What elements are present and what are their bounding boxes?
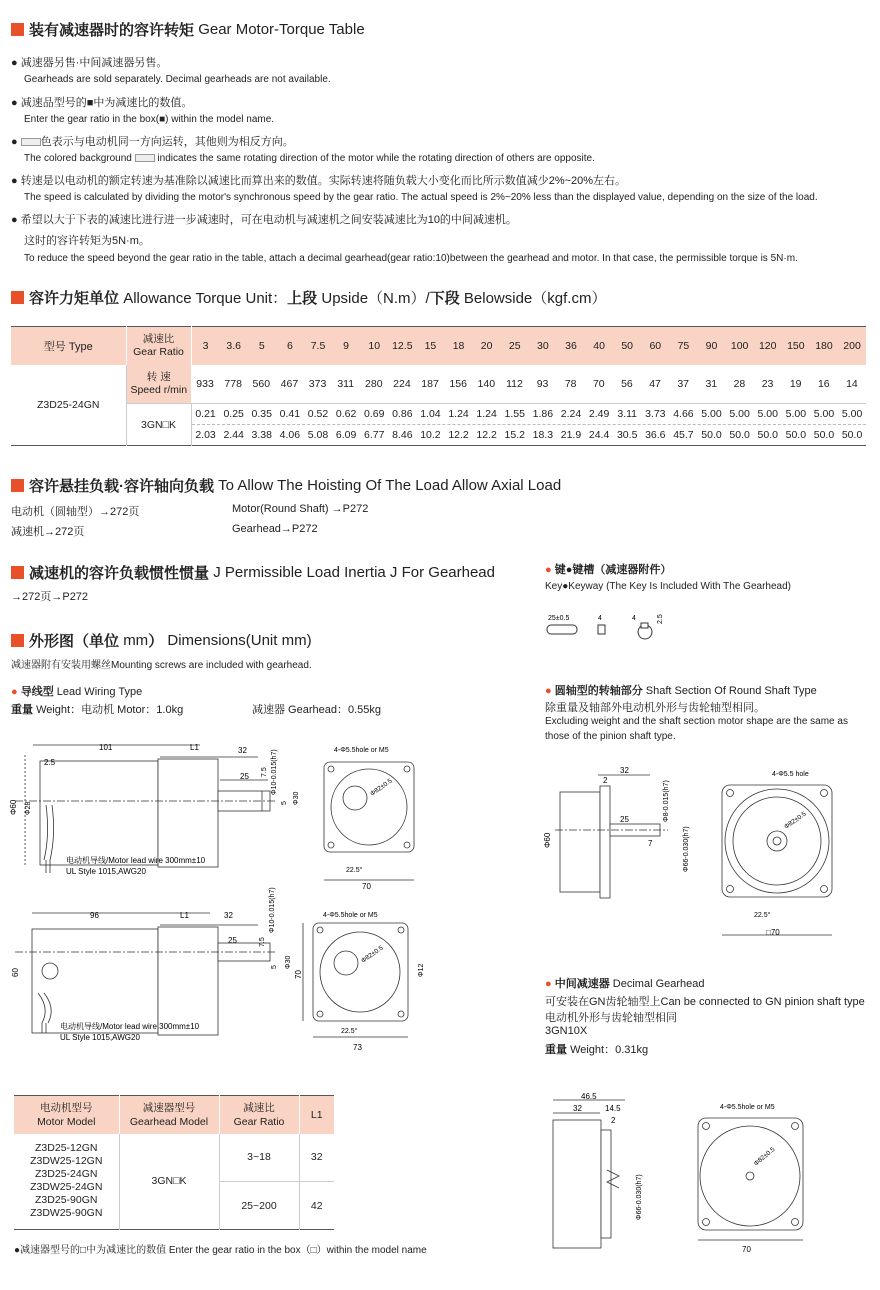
gear-ratio-value: 15 [424, 340, 437, 352]
wire-label: 电动机导线/Motor lead wire 300mm±10 [66, 856, 206, 865]
decimal-weight: 重量 Weight：0.31kg [545, 1044, 649, 1056]
torque-lower-value: 50.0 [785, 429, 807, 441]
gear-ratio-value: 60 [649, 340, 662, 352]
decimal-front-drawing [690, 1098, 815, 1258]
torque-lower-value: 5.08 [307, 429, 329, 441]
type-header: 型号 Type [11, 327, 126, 366]
torque-lower-value: 50.0 [813, 429, 835, 441]
torque-lower-value: 50.0 [729, 429, 750, 441]
round-desc-cn: 除重量及轴部外电动机外形与齿轮轴型相同。 [545, 702, 765, 714]
model-table [14, 1095, 334, 1230]
speed-value: 19 [789, 378, 802, 390]
torque-lower-value: 15.2 [504, 429, 525, 441]
ratio-header: 减速比 Gear Ratio [126, 327, 191, 366]
torque-upper-value: 3.73 [645, 408, 666, 420]
dim-32: 32 [224, 911, 233, 920]
dim-phi66: Φ66-0.030(h7) [636, 1174, 643, 1220]
dim-5: 5 [271, 965, 278, 969]
speed-value: 37 [677, 378, 690, 390]
key-dim-width: 4 [598, 615, 602, 622]
gear-ratio-value: 36 [565, 340, 577, 352]
round-shaft-title: ● 圆轴型的转轴部分 Shaft Section Of Round Shaft Type [545, 685, 817, 697]
key-drawing [540, 600, 680, 650]
angle-label: 22.5° [346, 867, 363, 874]
keyway-slot [641, 623, 648, 628]
model-table-header: 电动机型号 Motor Model 减速器型号 Gearhead Model 减速比 Gear Ratio L1 [14, 1096, 334, 1134]
torque-lower-value: 21.9 [560, 429, 582, 441]
key-title-en: Key●Keyway (The Key Is Included With The Gearhead) [545, 581, 791, 592]
keyway-dim-depth: 2.5 [657, 614, 664, 624]
model-list [14, 1134, 119, 1230]
decimal-desc-1: 可安装在GN齿轮轴型上Can be connected to GN pinion shaft type [545, 996, 865, 1008]
dim-phi60: Φ60 [9, 799, 18, 815]
speed-row [11, 365, 866, 404]
section-title-dimensions: 外形图（单位 mm ） Dimensions(Unit mm) [11, 630, 312, 651]
section-title-gear-motor-torque: 装有减速器时的容许转矩 Gear Motor-Torque Table [11, 19, 365, 40]
dim-101: 101 [99, 743, 113, 752]
lead-wiring-side-drawing [10, 735, 305, 885]
speed-value: 23 [761, 378, 774, 390]
ref-motor-en: Motor(Round Shaft) →P272 [232, 503, 369, 515]
torque-lower-value: 30.5 [616, 429, 638, 441]
lead-gearhead-weight: 减速器 Gearhead：0.55kg [252, 704, 382, 716]
torque-upper-value: 5.00 [729, 408, 750, 420]
gear-ratio-value: 20 [480, 340, 493, 352]
torque-lower-value: 12.2 [448, 429, 469, 441]
speed-value: 112 [506, 378, 523, 390]
L1-value-1: 32 [299, 1134, 334, 1182]
dim-L1: L1 [180, 911, 189, 920]
inertia-ref: →272页→P272 [11, 591, 89, 603]
speed-value: 933 [196, 378, 214, 390]
dim-96: 96 [90, 911, 99, 920]
key-shape [547, 625, 577, 634]
dim-2: 2 [603, 776, 608, 785]
speed-value: 47 [649, 378, 661, 390]
speed-value: 560 [252, 378, 271, 390]
motor-model-item: Z3D25-12GN [35, 1142, 98, 1155]
ref-gearhead-en: Gearhead→P272 [232, 523, 318, 535]
speed-cells [191, 365, 866, 404]
torque-lower-value: 2.03 [195, 429, 216, 441]
L1-value-2: 42 [310, 1199, 323, 1212]
keyway-dim-width: 4 [632, 615, 636, 622]
dim-7-5: 7.5 [259, 937, 266, 947]
model-row-1 [14, 1134, 334, 1182]
gear-ratio-value: 180 [815, 340, 833, 352]
torque-upper-value: 1.24 [476, 408, 497, 420]
torque-upper-value: 0.21 [195, 408, 216, 420]
torque-upper-value: 0.25 [223, 408, 244, 420]
decimal-model: 3GN10X [545, 1025, 588, 1037]
motor-model-item: Z3D25-24GN [35, 1168, 98, 1181]
section-title-allowance-torque: 容许力矩单位 Allowance Torque Unit： 上段 Upside（N.m）/ 下段 Belowside（kgf.cm） [11, 287, 606, 308]
gear-ratio-value: 5 [258, 340, 265, 352]
speed-value: 778 [224, 378, 242, 390]
gear-cell: 3GN□K [126, 404, 191, 446]
dim-7: 7 [648, 839, 653, 848]
gear-ratio-value: 9 [343, 340, 350, 352]
torque-lower-value: 45.7 [673, 429, 694, 441]
dim-25: 25 [620, 815, 629, 824]
round-shaft-front-drawing [710, 765, 860, 940]
lead-weight: 重量 Weight：电动机 Motor：1.0kg [11, 704, 184, 716]
dim-phi60: Φ60 [543, 832, 552, 848]
torque-upper-value: 0.52 [307, 408, 329, 420]
wire-spec: UL Style 1015,AWG20 [66, 867, 146, 876]
gear-ratio-value: 18 [452, 340, 465, 352]
dim-25: 25 [240, 772, 249, 781]
torque-upper-value: 5.00 [813, 408, 835, 420]
bullet-3-en: The colored background indicates the same rotating direction of the motor while the rotating direction of others are opposite. [24, 153, 595, 164]
gear-ratio-value: 10 [368, 340, 381, 352]
speed-value: 311 [337, 378, 355, 390]
torque-upper-value: 2.49 [588, 408, 610, 420]
round-shaft-side-drawing [540, 762, 700, 902]
square-bullet-icon [11, 291, 24, 304]
gear-ratio-value: 6 [286, 340, 293, 352]
ratio-cells [191, 327, 866, 366]
lead-wiring-title: ● 导线型 Lead Wiring Type [11, 686, 143, 698]
torque-upper-value: 1.86 [532, 408, 554, 420]
dim-L1: L1 [190, 743, 199, 752]
torque-lower-value: 6.77 [363, 429, 385, 441]
speed-value: 373 [308, 378, 327, 390]
gear-ratio-value: 100 [730, 340, 749, 352]
decimal-gearhead-title: ● 中间减速器 Decimal Gearhead [545, 978, 705, 990]
gear-ratio-value: 120 [758, 340, 777, 352]
ref-motor-cn: 电动机（圆轴型）→272页 [11, 506, 140, 518]
bullet-2: ● 减速品型号的■中为减速比的数值。 [11, 97, 193, 109]
torque-lower-value: 36.6 [645, 429, 666, 441]
key-end-shape [598, 625, 605, 634]
torque-lower-value: 6.09 [335, 429, 357, 441]
gear-ratio-value: 3 [202, 340, 209, 352]
torque-upper-value: 0.41 [279, 408, 301, 420]
speed-value: 156 [449, 378, 467, 390]
gear-ratio-value: 200 [843, 340, 861, 352]
torque-upper-value: 5.00 [757, 408, 778, 420]
speed-value: 140 [477, 378, 496, 390]
torque-lower-value: 50.0 [701, 429, 722, 441]
torque-upper-value: 0.86 [392, 408, 413, 420]
torque-table [11, 326, 866, 446]
torque-lower-value: 12.2 [476, 429, 497, 441]
gear-ratio-value: 30 [537, 340, 549, 352]
dim-70: 70 [362, 882, 371, 891]
gear-ratio-value: 25 [508, 340, 521, 352]
torque-lower-value: 3.38 [251, 429, 272, 441]
torque-upper-value: 5.00 [701, 408, 722, 420]
dim-70: □70 [766, 928, 780, 937]
speed-value: 56 [621, 378, 633, 390]
torque-lower-value: 4.06 [279, 429, 301, 441]
pinion-side-drawing [10, 887, 305, 1053]
bullet-3: ● 色表示与电动机同一方向运转，其他则为相反方向。 [11, 136, 294, 148]
torque-upper-value: 5.00 [785, 408, 807, 420]
dim-phi10: Φ10-0.015(h7) [269, 887, 276, 933]
gear-ratio-value: 150 [787, 340, 805, 352]
speed-value: 280 [365, 378, 383, 390]
speed-value: 93 [536, 378, 549, 390]
dim-phi10: Φ10-0.015(h7) [271, 749, 278, 795]
upper-torque-row [11, 404, 866, 425]
speed-label: 转 速 Speed r/min [126, 365, 191, 404]
torque-upper-value: 2.24 [560, 408, 582, 420]
speed-value: 28 [733, 378, 746, 390]
dim-2-5: 2.5 [44, 758, 56, 767]
gearhead-model: 3GN□K [119, 1134, 219, 1230]
round-desc-en1: Excluding weight and the shaft section motor shape are the same as [545, 716, 848, 727]
torque-upper-value: 0.62 [335, 408, 357, 420]
footnote: ●减速器型号的□中为减速比的数值 Enter the gear ratio in the box（□）within the model name [14, 1245, 427, 1256]
torque-lower-value: 8.46 [392, 429, 413, 441]
dim-phi28: Φ28 [25, 801, 32, 815]
motor-model-item: Z3DW25-12GN [30, 1155, 103, 1168]
motor-model-item: Z3D25-90GN [35, 1194, 98, 1207]
angle-label: 22.5° [754, 912, 771, 919]
gear-ratio-value: 12.5 [392, 340, 413, 352]
color-swatch-icon [21, 138, 41, 146]
torque-lower-value: 10.2 [420, 429, 441, 441]
gear-ratio-value: 50 [621, 340, 634, 352]
dim-60: 60 [11, 968, 20, 977]
lead-wiring-front-drawing [310, 740, 420, 895]
motor-model-item: Z3DW25-24GN [30, 1181, 103, 1194]
ratio-range-1: 3~18 [219, 1134, 299, 1182]
torque-upper-value: 1.04 [420, 408, 441, 420]
section-title-load-inertia: 减速机的容许负载惯性惯量 J Permissible Load Inertia J For Gearhead [11, 562, 495, 583]
bullet-5: ● 希望以大于下表的减速比进行进一步减速时，可在电动机与减速机之间安装减速比为10的中间减速机。 [11, 214, 517, 226]
torque-lower-value: 50.0 [757, 429, 778, 441]
dim-phi30: Φ30 [293, 791, 300, 805]
speed-value: 187 [421, 378, 439, 390]
dim-phi30: Φ30 [285, 955, 292, 969]
torque-upper-value: 5.00 [841, 408, 863, 420]
hole-label: 4-Φ5.5hole or M5 [323, 912, 378, 919]
angle-label: 22.5° [341, 1028, 358, 1035]
dim-25: 25 [228, 936, 237, 945]
speed-value: 467 [280, 378, 299, 390]
speed-value: 70 [592, 378, 605, 390]
key-dim-length: 25±0.5 [548, 615, 570, 622]
speed-value: 14 [846, 378, 858, 390]
dim-46-5: 46.5 [581, 1092, 597, 1101]
speed-value: 78 [564, 378, 577, 390]
hole-label: 4-Φ5.5hole or M5 [334, 747, 389, 754]
torque-lower-value: 2.44 [223, 429, 244, 441]
hole-label: 4-Φ5.5hole or M5 [720, 1104, 775, 1111]
dim-phi66: Φ66-0.030(h7) [683, 826, 690, 872]
wire-spec: UL Style 1015,AWG20 [60, 1033, 140, 1042]
dim-7-5: 7.5 [261, 767, 268, 777]
torque-upper-value: 0.69 [363, 408, 385, 420]
pinion-front-drawing [295, 905, 435, 1055]
speed-value: 31 [705, 378, 718, 390]
torque-lower-value: 18.3 [532, 429, 554, 441]
model-cell: Z3D25-24GN [11, 365, 126, 446]
dim-phi8: Φ8-0.015(h7) [663, 780, 670, 822]
ref-gearhead-cn: 减速机→272页 [11, 526, 85, 538]
dim-14-5: 14.5 [605, 1104, 621, 1113]
square-bullet-icon [11, 479, 24, 492]
dim-70: 70 [294, 970, 303, 979]
speed-value: 224 [393, 378, 411, 390]
key-title: ● 键●键槽（减速器附件） [545, 564, 672, 576]
table-header-row [11, 327, 866, 366]
decimal-desc-2: 电动机外形与齿轮轴型相同 [545, 1012, 677, 1024]
dim-73: 73 [353, 1043, 362, 1052]
bullet-1-en: Gearheads are sold separately. Decimal gearheads are not available. [24, 74, 331, 85]
square-bullet-icon [11, 634, 24, 647]
dim-32: 32 [238, 746, 247, 755]
ratio-range-2: 25~200 [219, 1182, 299, 1230]
bullet-4: ● 转速是以电动机的额定转速为基准除以减速比而算出来的数值。实际转速将随负载大小变化而比所示数值减少2%~20%左右。 [11, 175, 627, 187]
color-swatch-icon [135, 154, 155, 162]
round-desc-en2: those of the pinion shaft type. [545, 731, 676, 742]
decimal-side-drawing [545, 1090, 655, 1260]
dimensions-note: 减速器附有安装用螺丝Mounting screws are included with gearhead. [11, 660, 312, 671]
speed-value: 16 [817, 378, 830, 390]
gear-ratio-value: 3.6 [226, 340, 241, 352]
bullet-5-en: To reduce the speed beyond the gear ratio in the table, attach a decimal gearhead(gear ratio:10)between the gearhead and motor. In that case, the permissible torque is 5N·m. [24, 253, 798, 264]
hole-label: 4-Φ5.5 hole [772, 771, 809, 778]
torque-upper-value: 3.11 [617, 408, 638, 420]
gear-ratio-value: 40 [593, 340, 605, 352]
bullet-1: ● 减速器另售·中间减速器另售。 [11, 57, 168, 69]
dim-phi12: Φ12 [418, 963, 425, 977]
square-bullet-icon [11, 23, 24, 36]
upper-cells [191, 404, 866, 425]
torque-upper-value: 0.35 [251, 408, 272, 420]
torque-lower-value: 50.0 [841, 429, 863, 441]
section-title-hoisting-load: 容许悬挂负载·容许轴向负载 To Allow The Hoisting Of The Load Allow Axial Load [11, 475, 561, 496]
torque-upper-value: 1.24 [448, 408, 469, 420]
dim-2: 2 [611, 1116, 616, 1125]
dim-70: 70 [742, 1245, 751, 1254]
torque-upper-value: 4.66 [673, 408, 694, 420]
torque-upper-value: 1.55 [504, 408, 525, 420]
wire-label: 电动机导线/Motor lead wire 300mm±10 [60, 1022, 200, 1031]
bullet-5-cn2: 这时的容许转矩为5N·m。 [24, 235, 150, 247]
dim-5: 5 [281, 801, 288, 805]
gear-ratio-value: 90 [705, 340, 718, 352]
dim-32: 32 [620, 766, 629, 775]
pcd-label: Φ82±0.5 [360, 944, 385, 965]
dim-32: 32 [573, 1104, 582, 1113]
torque-lower-value: 24.4 [588, 429, 610, 441]
motor-model-item: Z3DW25-90GN [30, 1207, 103, 1220]
gear-ratio-value: 75 [677, 340, 690, 352]
gear-ratio-value: 7.5 [310, 340, 326, 352]
lower-cells [191, 425, 866, 446]
pcd-label: Φ82±0.5 [369, 777, 394, 798]
square-bullet-icon [11, 566, 24, 579]
bullet-2-en: Enter the gear ratio in the box(■) within the model name. [24, 114, 275, 125]
pcd-label: Φ82±0.5 [783, 810, 808, 831]
bullet-4-en: The speed is calculated by dividing the motor's synchronous speed by the gear ratio. The actual speed is 2%~20% less than the displayed value, depending on the size of the load. [24, 192, 818, 203]
pcd-label: Φ82±0.5 [752, 1146, 777, 1168]
